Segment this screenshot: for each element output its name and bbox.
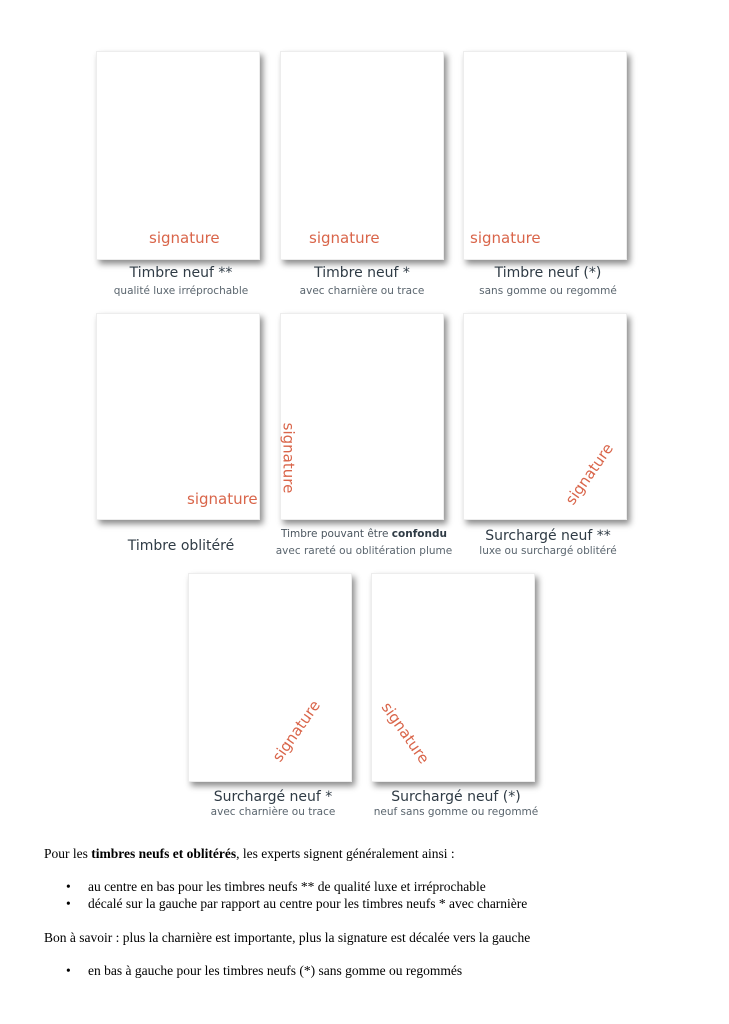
caption-subtitle: neuf sans gomme ou regommé	[373, 806, 539, 818]
list-item-text: au centre en bas pour les timbres neufs ** de qualité luxe et irréprochable	[88, 879, 486, 894]
caption-title: Timbre neuf (*)	[494, 265, 602, 281]
caption-title	[272, 528, 456, 541]
list-item	[66, 879, 486, 895]
signature-mark: signature	[279, 422, 298, 494]
stamp-card-neuf-2star	[96, 51, 260, 260]
bullet-icon: •	[66, 896, 71, 911]
bullet-icon: •	[66, 963, 71, 978]
caption-title: Surchargé neuf (*)	[391, 789, 521, 805]
intro-paragraph	[44, 846, 455, 862]
list-item	[66, 963, 463, 979]
list-item	[66, 896, 528, 912]
caption-subtitle: avec rareté ou oblitération plume	[275, 545, 453, 557]
caption-title-prefix: Timbre pouvant être	[281, 528, 392, 540]
list-item-text: décalé sur la gauche par rapport au centre pour les timbres neufs * avec charnière	[88, 896, 528, 911]
signature-mark: signature	[309, 229, 380, 247]
stamp-card-neuf-1star	[280, 51, 444, 260]
signature-mark: signature	[470, 229, 541, 247]
caption-title: Surchargé neuf **	[485, 528, 611, 544]
caption-title: Timbre oblitéré	[127, 538, 235, 554]
caption-subtitle: sans gomme ou regommé	[479, 285, 617, 297]
caption-subtitle: qualité luxe irréprochable	[113, 285, 249, 297]
list-item-text: en bas à gauche pour les timbres neufs (*) sans gomme ou regommés	[88, 963, 463, 978]
stamp-card-surcharge-2star	[463, 313, 627, 520]
caption-subtitle: luxe ou surchargé oblitéré	[479, 545, 617, 557]
signature-mark: signature	[377, 698, 433, 768]
stamp-card-confondu	[280, 313, 444, 520]
caption-title: Timbre neuf **	[129, 265, 233, 281]
signature-mark: signature	[561, 439, 617, 509]
stamp-card-oblitere	[96, 313, 260, 520]
signature-mark: signature	[149, 229, 220, 247]
stamp-card-neuf-sans-gomme	[463, 51, 627, 260]
caption-title: Surchargé neuf *	[213, 789, 333, 805]
signature-mark: signature	[268, 696, 324, 766]
tip-paragraph: Bon à savoir : plus la charnière est importante, plus la signature est décalée vers la gauche	[44, 930, 531, 945]
signature-mark: signature	[187, 490, 258, 508]
intro-prefix: Pour les	[44, 846, 92, 861]
caption-subtitle: avec charnière ou trace	[210, 806, 336, 818]
caption-title-bold: confondu	[391, 528, 447, 540]
stamp-card-surcharge-1star	[188, 573, 352, 782]
caption-subtitle: avec charnière ou trace	[299, 285, 425, 297]
caption-title: Timbre neuf *	[314, 265, 410, 281]
bullet-icon: •	[66, 879, 71, 894]
intro-bold: timbres neufs et oblitérés	[91, 846, 237, 861]
stamp-card-surcharge-sans-gomme	[371, 573, 535, 782]
intro-suffix: , les experts signent généralement ainsi :	[236, 846, 455, 861]
